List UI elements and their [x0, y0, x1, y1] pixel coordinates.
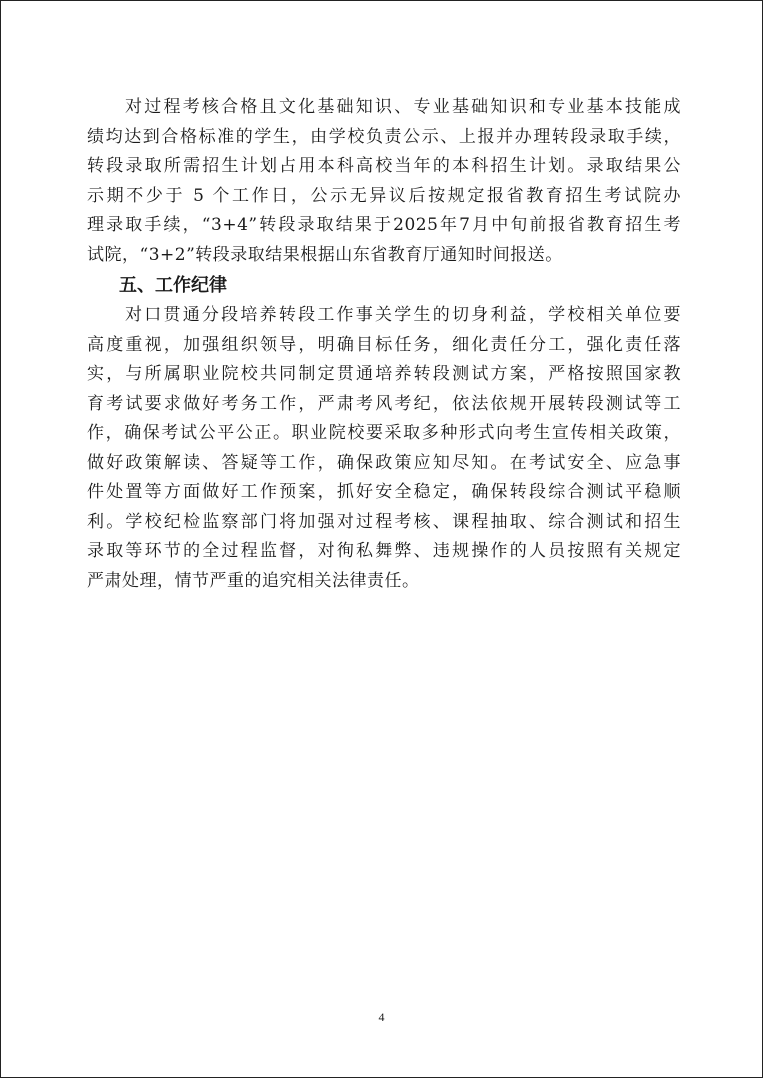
paragraph-work-discipline — [87, 301, 681, 596]
paragraph-line: 对过程考核合格且文化基础知识、专业基础知识和专业基本技能成 — [125, 97, 681, 117]
page-number: 4 — [378, 1010, 385, 1024]
paragraph-line: 做好政策解读、答疑等工作，确保政策应知尽知。在考试安全、应急事 — [87, 452, 681, 473]
document-body — [87, 93, 681, 596]
paragraph-line: 转段录取所需招生计划占用本科高校当年的本科招生计划。录取结果公 — [87, 156, 681, 176]
paragraph-line: 高度重视，加强组织领导，明确目标任务，细化责任分工，强化责任落 — [87, 334, 681, 355]
section-heading-work-discipline: 五、工作纪律 — [119, 275, 227, 296]
paragraph-line: 育考试要求做好考务工作，严肃考风考纪，依法依规开展转段测试等工 — [87, 393, 681, 414]
paragraph-admission-results — [87, 93, 681, 270]
paragraph-line: 作，确保考试公平公正。职业院校要采取多种形式向考生宣传相关政策， — [87, 423, 681, 443]
paragraph-line: 件处置等方面做好工作预案，抓好安全稳定，确保转段综合测试平稳顺 — [87, 482, 681, 502]
paragraph-line: 绩均达到合格标准的学生，由学校负责公示、上报并办理转段录取手续， — [87, 126, 681, 147]
paragraph-line: 实，与所属职业院校共同制定贯通培养转段测试方案，严格按照国家教 — [87, 364, 681, 384]
paragraph-line: 示期不少于 5 个工作日，公示无异议后按规定报省教育招生考试院办 — [87, 185, 681, 206]
paragraph-line: 严肃处理，情节严重的追究相关法律责任。 — [87, 570, 420, 591]
paragraph-line: 录取等环节的全过程监督，对徇私舞弊、违规操作的人员按照有关规定 — [87, 541, 681, 561]
paragraph-line: 对口贯通分段培养转段工作事关学生的切身利益，学校相关单位要 — [125, 305, 681, 325]
paragraph-line: 理录取手续，“3+4”转段录取结果于2025年7月中旬前报省教育招生考 — [87, 215, 681, 235]
paragraph-line: 利。学校纪检监察部门将加强对过程考核、课程抽取、综合测试和招生 — [87, 511, 681, 532]
paragraph-line: 试院，“3+2”转段录取结果根据山东省教育厅通知时间报送。 — [87, 244, 563, 265]
